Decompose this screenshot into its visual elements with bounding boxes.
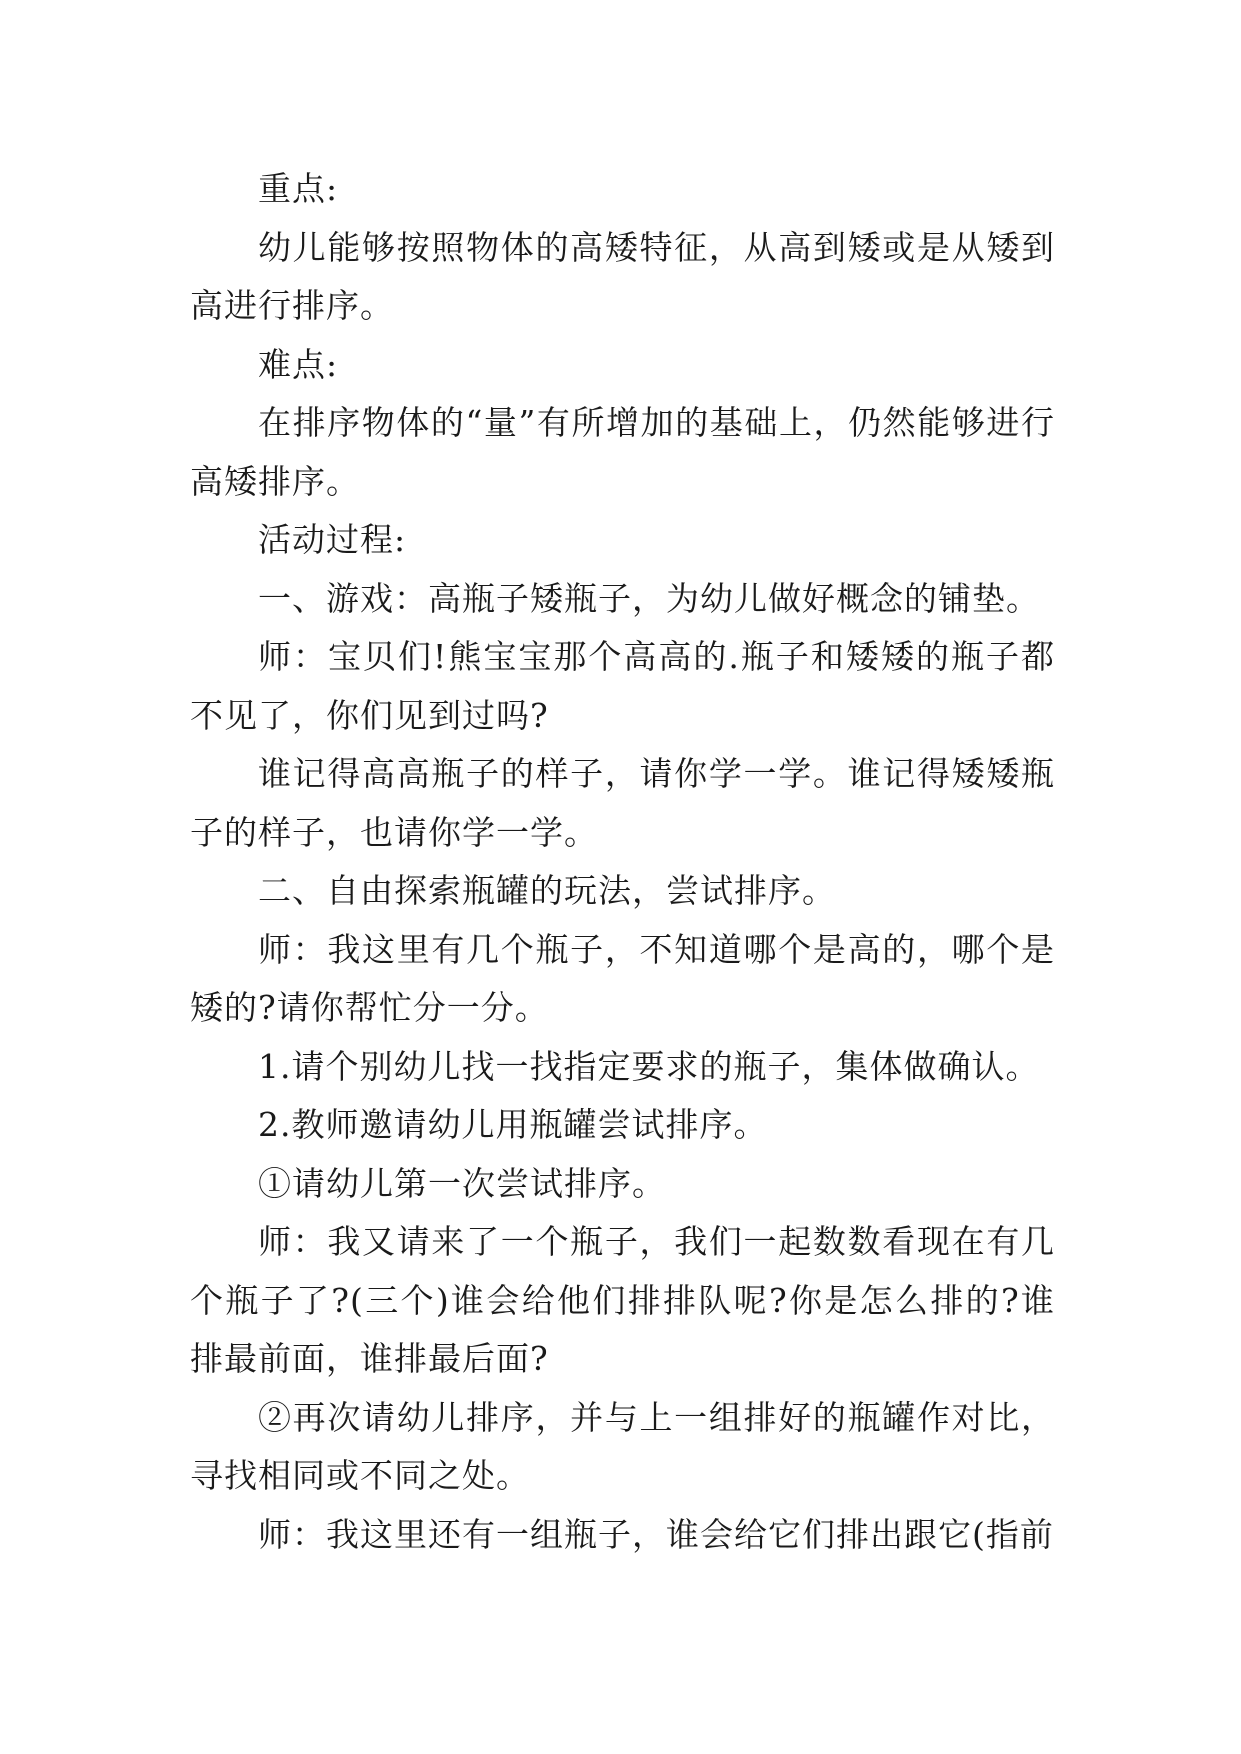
paragraph-teacher-line-2: 师：我这里有几个瓶子，不知道哪个是高的，哪个是矮的?请你帮忙分一分。: [190, 929, 1055, 1027]
paragraph-process-heading: 活动过程:: [258, 520, 407, 559]
paragraph-item-1: 1.请个别幼儿找一找指定要求的瓶子，集体做确认。: [258, 1046, 1040, 1086]
paragraph-teacher-line-3: 师：我又请来了一个瓶子，我们一起数数看现在有几个瓶子了?(三个)谁会给他们排排队呢?你是怎么排的?谁排最前面，谁排最后面?: [190, 1222, 1055, 1378]
document-body: [190, 160, 1055, 1564]
paragraph-step-one: 一、游戏：高瓶子矮瓶子，为幼儿做好概念的铺垫。: [258, 578, 1040, 618]
paragraph-step-two: 二、自由探索瓶罐的玩法，尝试排序。: [258, 871, 836, 910]
paragraph-subitem-1: ①请幼儿第一次尝试排序。: [258, 1163, 666, 1203]
paragraph-subitem-2: ②再次请幼儿排序，并与上一组排好的瓶罐作对比，寻找相同或不同之处。: [190, 1397, 1055, 1495]
paragraph-key-point: 幼儿能够按照物体的高矮特征，从高到矮或是从矮到高进行排序。: [190, 227, 1055, 325]
paragraph-imitate: 谁记得高高瓶子的样子，请你学一学。谁记得矮矮瓶子的样子，也请你学一学。: [190, 754, 1055, 852]
paragraph-teacher-line-4: 师：我这里还有一组瓶子，谁会给它们排出跟它(指前: [258, 1514, 1054, 1554]
paragraph-item-2: 2.教师邀请幼儿用瓶罐尝试排序。: [258, 1105, 768, 1144]
paragraph-teacher-line-1: 师：宝贝们!熊宝宝那个高高的.瓶子和矮矮的瓶子都不见了，你们见到过吗?: [190, 637, 1055, 735]
paragraph-difficulty-heading: 难点:: [258, 344, 339, 384]
paragraph-difficulty: 在排序物体的“量”有所增加的基础上，仍然能够进行高矮排序。: [190, 403, 1055, 501]
paragraph-key-point-heading: 重点:: [258, 169, 339, 208]
